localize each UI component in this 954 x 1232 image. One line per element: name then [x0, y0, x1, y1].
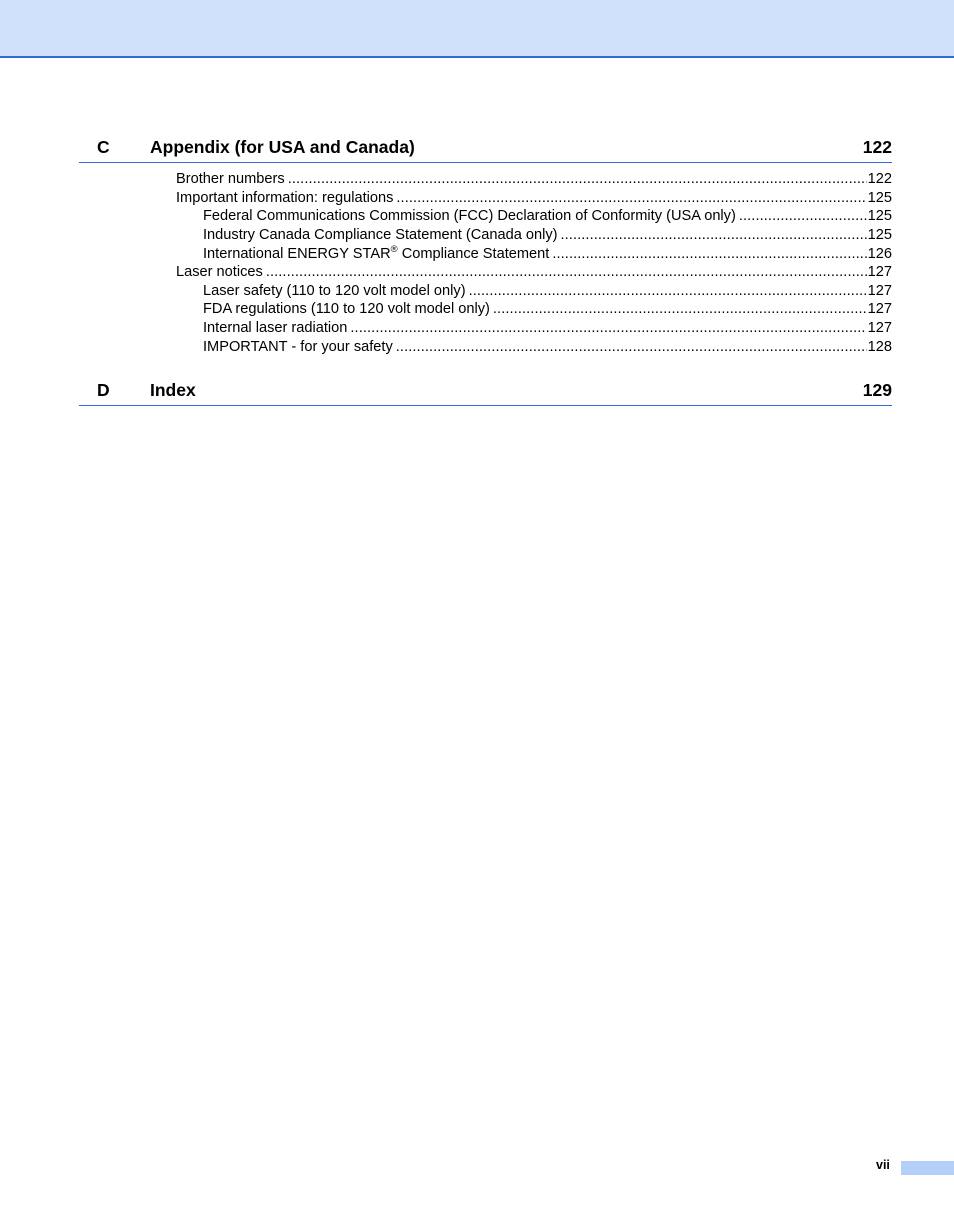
dot-leader — [493, 300, 867, 319]
toc-entry-internal-laser-radiation[interactable] — [203, 319, 892, 338]
section-title: Appendix (for USA and Canada) — [150, 137, 415, 157]
toc-section-c[interactable] — [79, 136, 892, 163]
dot-leader — [739, 207, 867, 226]
entry-text: Brother numbers — [176, 171, 285, 187]
entry-page-number: 127 — [867, 282, 892, 299]
section-title: Index — [150, 380, 196, 400]
entry-page-number: 127 — [867, 301, 892, 318]
entry-text: Laser safety (110 to 120 volt model only) — [203, 282, 466, 299]
entry-text-before: International ENERGY STAR — [203, 245, 391, 262]
toc-entry-laser-safety[interactable] — [203, 282, 892, 301]
toc-entry-laser-notices[interactable] — [176, 263, 892, 282]
footer-page-number: vii — [876, 1158, 890, 1172]
entry-page-number: 125 — [867, 189, 892, 206]
dot-leader — [561, 226, 867, 245]
entry-page-number: 125 — [867, 208, 892, 225]
footer-tab — [901, 1161, 954, 1175]
entry-text: Internal laser radiation — [203, 320, 348, 337]
toc-entry-industry-canada[interactable] — [203, 226, 892, 245]
dot-leader — [552, 245, 866, 264]
toc-entries — [0, 170, 954, 356]
dot-leader — [396, 189, 866, 208]
section-page-number: 122 — [862, 137, 892, 157]
toc-entry-fda-regulations[interactable] — [203, 300, 892, 319]
entry-text-after: Compliance Statement — [397, 245, 550, 262]
dot-leader — [266, 263, 867, 282]
entry-page-number: 125 — [867, 226, 892, 243]
entry-page-number: 122 — [867, 171, 892, 187]
dot-leader — [350, 319, 866, 338]
entry-text: Industry Canada Compliance Statement (Canada only) — [203, 226, 558, 243]
toc-entry-energy-star[interactable] — [203, 245, 892, 264]
entry-text: FDA regulations (110 to 120 volt model only) — [203, 301, 490, 318]
section-page-number: 129 — [862, 380, 892, 400]
dot-leader — [469, 282, 867, 301]
toc-entry-important-safety[interactable] — [203, 338, 892, 357]
toc-section-d[interactable] — [79, 379, 892, 406]
dot-leader — [288, 170, 867, 189]
entry-text: Important information: regulations — [176, 189, 394, 206]
toc-entry-important-information[interactable] — [176, 189, 892, 208]
toc-entry-brother-numbers[interactable] — [176, 170, 892, 189]
header-band — [0, 0, 954, 58]
registered-mark: ® — [390, 244, 398, 255]
entry-text: Laser notices — [176, 264, 263, 281]
entry-page-number: 127 — [867, 264, 892, 281]
section-letter: D — [97, 380, 110, 400]
entry-text: Federal Communications Commission (FCC) Declaration of Conformity (USA only) — [203, 208, 736, 225]
entry-text — [203, 245, 549, 264]
entry-text: IMPORTANT - for your safety — [203, 338, 393, 355]
section-letter: C — [97, 137, 110, 157]
entry-page-number: 128 — [867, 338, 892, 355]
dot-leader — [396, 338, 867, 357]
entry-page-number: 126 — [867, 245, 892, 262]
toc-entry-fcc-declaration[interactable] — [203, 207, 892, 226]
entry-page-number: 127 — [867, 320, 892, 337]
